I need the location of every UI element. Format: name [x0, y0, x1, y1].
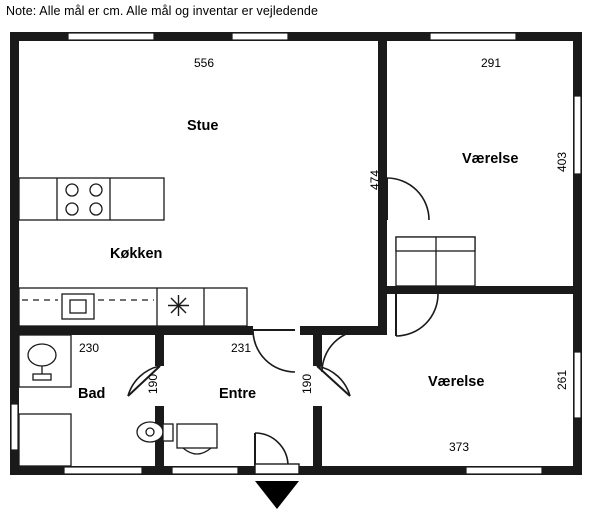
bedroom-fixtures — [396, 237, 475, 286]
dimension-190-left: 190 — [146, 373, 160, 394]
front-door — [255, 464, 299, 474]
dimension-190-right: 190 — [300, 373, 314, 394]
room-label-vaerelse-top: Værelse — [462, 151, 519, 167]
room-label-bad: Bad — [78, 386, 106, 402]
dimension-230: 230 — [79, 341, 100, 355]
entry-arrow-marker — [255, 481, 299, 509]
dimension-261: 261 — [555, 369, 569, 390]
room-label-vaerelse-bottom: Værelse — [428, 374, 485, 390]
dimension-373: 373 — [449, 440, 470, 454]
dimension-556: 556 — [194, 56, 215, 70]
dimension-231: 231 — [231, 341, 252, 355]
room-label-kokken: Køkken — [110, 246, 163, 262]
dimension-403: 403 — [555, 151, 569, 172]
measurement-note: Note: Alle mål er cm. Alle mål og inventar er vejledende — [6, 4, 319, 18]
dimension-291: 291 — [481, 56, 502, 70]
room-label-entre: Entre — [219, 386, 257, 402]
dimension-474: 474 — [368, 169, 382, 190]
room-label-stue: Stue — [187, 118, 219, 134]
